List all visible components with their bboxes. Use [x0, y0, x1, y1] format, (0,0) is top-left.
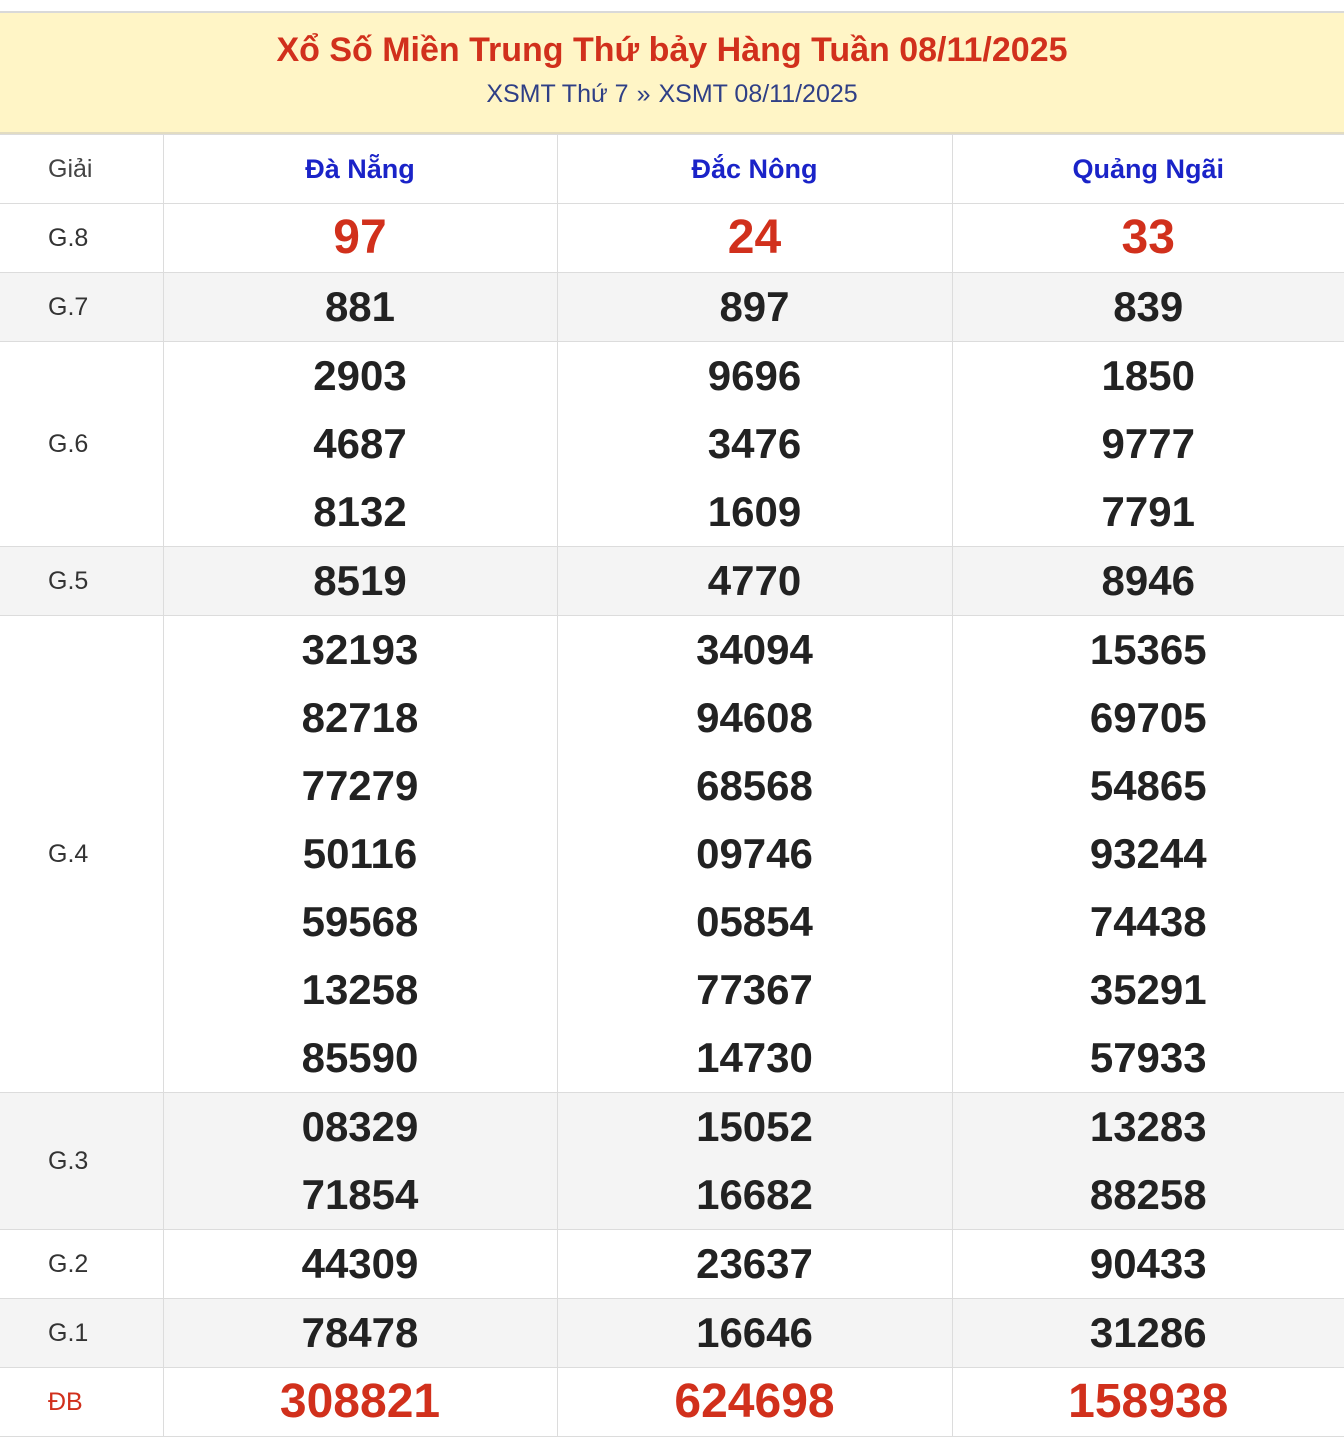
result-number: 24: [727, 211, 782, 264]
result-number: 881: [324, 283, 396, 330]
result-number: 1850: [1101, 352, 1195, 399]
result-number: 94608: [696, 694, 813, 741]
results-header: [0, 13, 1344, 134]
result-cell-dac-nong: [557, 1230, 952, 1299]
prize-row-g8: [0, 204, 1344, 273]
result-number: 8946: [1101, 557, 1195, 604]
result-cell-da-nang: [163, 342, 557, 547]
result-cell-quang-ngai: [952, 273, 1344, 342]
result-cell-da-nang: [163, 1299, 557, 1368]
prize-row-g5: [0, 547, 1344, 616]
prize-row-g2: [0, 1230, 1344, 1299]
result-number: 59568: [301, 898, 419, 945]
prize-row-g4: [0, 616, 1344, 1093]
result-number: 308821: [279, 1375, 441, 1428]
result-number: 8132: [313, 488, 407, 535]
result-number: 4687: [313, 420, 407, 467]
prize-row-g1: [0, 1299, 1344, 1368]
result-number: 32193: [301, 626, 419, 673]
result-number: 31286: [1089, 1309, 1207, 1356]
result-number: 82718: [301, 694, 419, 741]
result-number: 9777: [1101, 420, 1195, 467]
province-header-da-nang[interactable]: Đà Nẵng: [163, 135, 557, 204]
prize-label: G.1: [0, 1299, 163, 1368]
prize-row-g7: [0, 273, 1344, 342]
result-number: 68568: [696, 762, 813, 809]
prize-label: G.4: [0, 616, 163, 1093]
result-number: 23637: [696, 1240, 813, 1287]
table-header-row: [0, 135, 1344, 204]
result-number: 35291: [1089, 966, 1207, 1013]
result-cell-da-nang: [163, 1093, 557, 1230]
result-cell-quang-ngai: [952, 1368, 1344, 1437]
result-cell-dac-nong: [557, 204, 952, 273]
result-number: 90433: [1089, 1240, 1207, 1287]
result-number: 74438: [1089, 898, 1207, 945]
result-number: 85590: [301, 1034, 419, 1081]
result-cell-da-nang: [163, 547, 557, 616]
result-cell-quang-ngai: [952, 1093, 1344, 1230]
result-cell-da-nang: [163, 616, 557, 1093]
result-cell-dac-nong: [557, 273, 952, 342]
result-cell-quang-ngai: [952, 342, 1344, 547]
result-number: 14730: [696, 1034, 813, 1081]
result-cell-da-nang: [163, 273, 557, 342]
result-number: 50116: [302, 830, 418, 877]
result-number: 77367: [696, 966, 813, 1013]
prize-label: G.6: [0, 342, 163, 547]
result-cell-da-nang: [163, 204, 557, 273]
result-number: 13283: [1089, 1103, 1207, 1150]
result-cell-quang-ngai: [952, 1230, 1344, 1299]
prize-row-g6: [0, 342, 1344, 547]
result-number: 69705: [1089, 694, 1207, 741]
page-title: Xổ Số Miền Trung Thứ bảy Hàng Tuần 08/11/2025: [276, 31, 1068, 69]
result-cell-dac-nong: [557, 1368, 952, 1437]
prize-column-header: Giải: [0, 135, 163, 204]
result-number: 16646: [696, 1309, 813, 1356]
result-number: 44309: [301, 1240, 419, 1287]
breadcrumb-link-date[interactable]: XSMT 08/11/2025: [658, 80, 858, 108]
result-number: 16682: [696, 1171, 813, 1218]
result-cell-dac-nong: [557, 547, 952, 616]
breadcrumb-separator: »: [636, 80, 651, 108]
result-number: 7791: [1101, 488, 1195, 535]
result-number: 4770: [707, 557, 802, 604]
top-border: [0, 0, 1344, 13]
result-cell-quang-ngai: [952, 204, 1344, 273]
result-number: 897: [719, 283, 790, 330]
breadcrumb-link-weekday[interactable]: XSMT Thứ 7: [486, 80, 629, 108]
result-number: 71854: [301, 1171, 419, 1218]
prize-label: G.7: [0, 273, 163, 342]
prize-label: G.2: [0, 1230, 163, 1299]
result-number: 77279: [301, 762, 419, 809]
result-number: 158938: [1068, 1375, 1229, 1428]
result-number: 33: [1121, 211, 1175, 264]
result-cell-quang-ngai: [952, 547, 1344, 616]
result-number: 1609: [707, 488, 802, 535]
result-number: 88258: [1089, 1171, 1207, 1218]
result-cell-da-nang: [163, 1368, 557, 1437]
result-number: 15365: [1089, 626, 1207, 673]
results-body: [0, 204, 1344, 1437]
province-header-dac-nong[interactable]: Đắc Nông: [557, 135, 952, 204]
result-cell-dac-nong: [557, 342, 952, 547]
result-number: 93244: [1089, 830, 1207, 877]
prize-label: G.3: [0, 1093, 163, 1230]
result-cell-dac-nong: [557, 1299, 952, 1368]
result-number: 57933: [1089, 1034, 1207, 1081]
result-cell-quang-ngai: [952, 616, 1344, 1093]
prize-row-g3: [0, 1093, 1344, 1230]
result-number: 839: [1113, 283, 1184, 330]
prize-label: ĐB: [0, 1368, 163, 1437]
result-number: 13258: [301, 966, 419, 1013]
result-number: 2903: [313, 352, 407, 399]
result-cell-quang-ngai: [952, 1299, 1344, 1368]
result-number: 54865: [1089, 762, 1207, 809]
result-number: 8519: [313, 557, 407, 604]
result-number: 9696: [707, 352, 802, 399]
prize-label: G.8: [0, 204, 163, 273]
result-number: 05854: [696, 898, 813, 945]
results-table: [0, 134, 1344, 1437]
result-cell-da-nang: [163, 1230, 557, 1299]
result-number: 3476: [707, 420, 802, 467]
result-cell-dac-nong: [557, 1093, 952, 1230]
result-cell-dac-nong: [557, 616, 952, 1093]
result-number: 15052: [696, 1103, 813, 1150]
result-number: 08329: [301, 1103, 419, 1150]
breadcrumb: [0, 79, 1344, 109]
result-number: 78478: [301, 1309, 419, 1356]
province-header-quang-ngai[interactable]: Quảng Ngãi: [952, 135, 1344, 204]
result-number: 624698: [674, 1375, 835, 1428]
result-number: 09746: [696, 830, 813, 877]
prize-row-db: [0, 1368, 1344, 1437]
result-number: 97: [333, 211, 387, 264]
prize-label: G.5: [0, 547, 163, 616]
result-number: 34094: [696, 626, 813, 673]
